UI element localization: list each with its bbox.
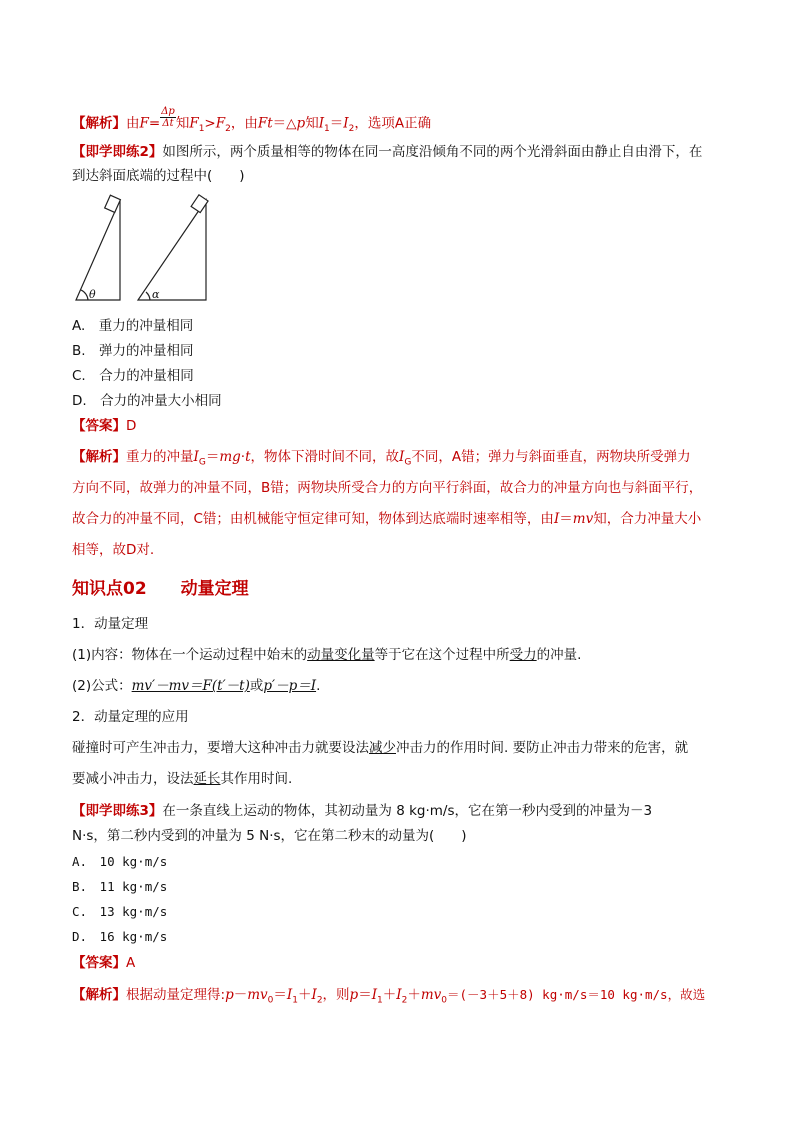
text: 碰撞时可产生冲击力，要增大这种冲击力就要设法 — [72, 740, 369, 756]
text: ＋ — [382, 987, 397, 1003]
subscript: 2 — [401, 995, 408, 1006]
theorem-formula — [72, 676, 320, 696]
subscript: 2 — [225, 124, 231, 135]
text: 等于它在这个过程中所 — [374, 647, 510, 663]
blank-text: 延长 — [193, 771, 221, 787]
option-d: D. 16 kg·m/s — [72, 929, 168, 944]
answer-tag: 【答案】 — [72, 418, 126, 434]
text: > — [204, 115, 216, 132]
text: ＝ — [273, 987, 287, 1003]
text: 知，合力冲量大小 — [593, 511, 702, 527]
subscript: G — [404, 457, 412, 468]
formula: mv′－mv＝F(t′－t) — [131, 678, 250, 694]
var: I — [553, 511, 560, 527]
text: 故合力的冲量不同，C错；由机械能守恒定律可知，物体到达底端时速率相等，由 — [72, 511, 554, 527]
analysis-2-line-3 — [72, 509, 701, 529]
var: mv — [420, 987, 442, 1003]
option-b: B. 11 kg·m/s — [72, 879, 168, 894]
text: 要减小冲击力，设法 — [72, 771, 194, 787]
text: ＝ — [358, 987, 372, 1003]
analysis-tag: 【解析】 — [72, 449, 126, 465]
practice-2-line-1 — [72, 142, 702, 162]
analysis-tag: 【解析】 — [72, 115, 126, 132]
analysis-2-line-4: 相等，故D对. — [72, 542, 155, 558]
text: ＋ — [407, 987, 421, 1003]
var: I — [399, 449, 405, 465]
subscript: 1 — [324, 124, 330, 135]
text: 其作用时间. — [220, 771, 293, 787]
var: p — [349, 987, 359, 1003]
analysis-3-line-1 — [72, 985, 705, 1011]
analysis-tag: 【解析】 — [72, 987, 126, 1003]
text: 不同，A错；弹力与斜面垂直，两物块所受弹力 — [411, 449, 691, 465]
blank-text: 动量变化量 — [307, 647, 375, 663]
question-text: 在一条直线上运动的物体，其初动量为 8 kg·m/s，它在第一秒内受到的冲量为－3 — [162, 803, 653, 819]
angle-arc-1 — [81, 290, 88, 300]
text: 根据动量定理得: — [126, 987, 226, 1003]
subscript: 1 — [292, 995, 298, 1006]
application-line-1 — [72, 738, 688, 758]
option-a: A. 重力的冲量相同 — [72, 318, 194, 334]
analysis-2-line-2: 方向不同，故弹力的冲量不同，B错；两物块所受合力的方向平行斜面，故合力的冲量方向也与斜面平行， — [72, 480, 703, 496]
fraction-numerator: Δp — [161, 106, 175, 117]
practice-3-line-2: N·s，第二秒内受到的冲量为 5 N·s，它在第二秒末的动量为( ) — [72, 828, 467, 844]
theorem-content — [72, 645, 581, 665]
text: = — [148, 115, 161, 132]
section-heading: 知识点02 动量定理 — [72, 579, 249, 599]
theorem-heading-2: 2．动量定理的应用 — [72, 709, 189, 725]
option-c: C. 13 kg·m/s — [72, 904, 168, 919]
var: Ft — [257, 115, 273, 132]
option-d: D. 合力的冲量大小相同 — [72, 393, 222, 409]
theorem-heading-1: 1．动量定理 — [72, 616, 149, 632]
var: I — [343, 115, 349, 132]
subscript: 1 — [198, 124, 205, 135]
var: F — [189, 115, 199, 132]
text: (1)内容：物体在一个运动过程中始末的 — [72, 647, 308, 663]
text: － — [233, 987, 248, 1003]
text: ＝(－3＋5＋8) kg·m/s＝10 kg·m/s，故选 — [447, 987, 706, 1002]
var: F — [215, 115, 226, 132]
text: ＝ — [559, 511, 573, 527]
subscript: 2 — [348, 124, 355, 135]
var: p — [296, 115, 306, 132]
application-line-2 — [72, 769, 292, 789]
formula: p′－p＝I — [263, 678, 317, 694]
answer-2 — [72, 416, 136, 436]
text: ＝ — [329, 115, 344, 132]
text: (2)公式： — [72, 678, 132, 694]
text: ＋ — [297, 987, 312, 1003]
var: F — [139, 115, 149, 132]
var: I — [396, 987, 402, 1003]
practice-3-line-1 — [72, 801, 652, 821]
practice-2-line-2 — [72, 166, 245, 186]
text: ，由 — [230, 115, 258, 132]
answer-value: D — [126, 418, 137, 434]
text: ＝△ — [272, 115, 297, 132]
text: 知 — [175, 115, 190, 132]
text: 由 — [126, 115, 140, 132]
analysis-2-line-1 — [72, 447, 691, 473]
var: p — [225, 987, 234, 1003]
option-c: C. 合力的冲量相同 — [72, 368, 194, 384]
incline-1 — [76, 200, 120, 300]
subscript: 0 — [267, 995, 274, 1006]
var: I — [371, 987, 378, 1003]
text: · — [240, 449, 246, 465]
var: t — [245, 449, 251, 465]
var: I — [311, 987, 317, 1003]
blank-text: 减少 — [369, 740, 396, 756]
text: ，则 — [322, 987, 350, 1003]
fraction — [160, 106, 176, 129]
text: 的冲量. — [536, 647, 582, 663]
block-1 — [105, 195, 121, 212]
incline-figure — [72, 194, 214, 306]
answer-value: A — [126, 955, 136, 971]
var: I — [318, 115, 325, 132]
answer-3 — [72, 953, 135, 973]
subscript: 1 — [377, 995, 383, 1006]
var: mv — [247, 987, 268, 1003]
text: . — [316, 678, 321, 694]
blank-text: 受力 — [509, 647, 537, 663]
fraction-denominator: Δt — [162, 118, 174, 129]
text: 知 — [305, 115, 319, 132]
question-text: 如图所示，两个质量相等的物体在同一高度沿倾角不同的两个光滑斜面由静止自由滑下，在 — [162, 144, 703, 160]
text: 或 — [249, 678, 264, 694]
text: ＝ — [205, 449, 220, 465]
var: I — [193, 449, 199, 465]
var: mg — [219, 449, 241, 465]
answer-tag: 【答案】 — [72, 955, 126, 971]
subscript: 2 — [316, 995, 323, 1006]
var: I — [286, 987, 293, 1003]
text: 冲击力的作用时间. 要防止冲击力带来的危害，就 — [396, 740, 689, 756]
angle-arc-2 — [146, 292, 150, 300]
practice-tag: 【即学即练3】 — [72, 803, 163, 819]
subscript: G — [198, 457, 206, 468]
option-a: A. 10 kg·m/s — [72, 854, 168, 869]
incline-2 — [138, 200, 206, 300]
var: mv — [572, 511, 594, 527]
practice-tag: 【即学即练2】 — [72, 144, 163, 160]
subscript: 0 — [441, 995, 448, 1006]
option-b: B. 弹力的冲量相同 — [72, 343, 194, 359]
angle-label-1: θ — [89, 288, 96, 301]
question-text: 到达斜面底端的过程中( ) — [72, 168, 245, 184]
text: ，选项A正确 — [354, 115, 432, 132]
text: ，物体下滑时间不同，故 — [250, 449, 400, 465]
angle-label-2: α — [152, 288, 160, 301]
text: 重力的冲量 — [126, 449, 194, 465]
